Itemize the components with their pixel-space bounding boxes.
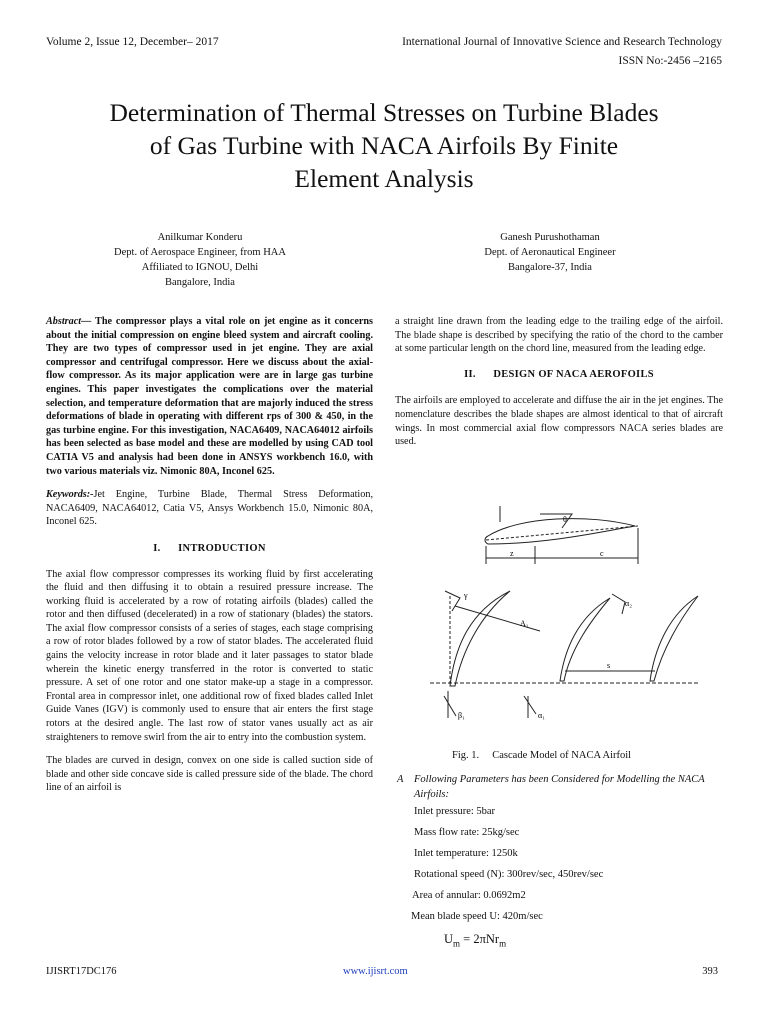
fig-label-z: z xyxy=(510,549,514,558)
fig-label-s: s xyxy=(607,661,611,670)
author-1-dept: Dept. of Aerospace Engineer, from HAA xyxy=(114,247,286,258)
right-column-text xyxy=(395,315,723,449)
fig-label-c: c xyxy=(600,549,604,558)
author-2-name: Ganesh Purushothaman xyxy=(500,232,600,243)
intro-paragraph-1: The axial flow compressor compresses its working fluid by first accelerating the fluid and then diffusing it to obtain a resuired pressure increase. The working fluid is accelerated by a row of rotating airfoils (blades) called the rotor and then diffused (decelerated) in a row of stationary (blades) the stators. The axial flow compressor consists of a series of stages, each stage comprising a row of rotor blades followed by a row of stator blades. The accelerated fluid gains the velocity increase in rotor blade and it later passages to stator blade wherein the kinetic energy transferred in the rotor is converted to static pressure. A set of one rotor and one stator make-up a stage in a compressor. Frontal area in compressor inlet, one additional row of fixed blades called Inlet Guide Vanes (IGV) is commonly used to ensure that air enters the first stage rotors at the desired angle. The last row of stator vanes usually act as air straighteners to remove swirl from the air to entry into the combustion system. xyxy=(46,568,373,743)
param-mean-blade-speed: Mean blade speed U: 420m/sec xyxy=(411,911,543,922)
design-heading: II. DESIGN OF NACA AEROFOILS xyxy=(464,368,654,380)
author-2-dept: Dept. of Aeronautical Engineer xyxy=(484,247,616,258)
abstract-label: Abstract— xyxy=(46,316,92,327)
fig-label-alpha2: α₂ xyxy=(625,599,632,608)
volume-issue: Volume 2, Issue 12, December– 2017 xyxy=(46,36,219,48)
abstract-text: The compressor plays a vital role on jet engine as it concerns about the initial compression on engine bleed system and aircraft cooling. They are two types of compressor used in jet engine. They are axial compressor and centrifugal compressor. Here we discuss about the axial-flow compressor. As its major application were are in large gas turbine engines. This paper investigates the complications over the material selection, and temperature deformation that are majorly induced the stress deformations of blade in operating with different rps of 300 & 450, in the gas turbine engine. For this investigation, NACA6409, NACA64012 airfoils has been selected as base model and these are modelled by using CAD tool CATIA V5 and analysis had been done in ANSYS workbench 16.0, with two various materials viz. Nimonic 80A, Inconel 625. xyxy=(46,316,373,477)
eq-mid: = 2πNr xyxy=(460,932,500,946)
author-1-block xyxy=(80,230,320,290)
author-2-block xyxy=(430,230,670,275)
keywords xyxy=(46,488,373,529)
fig-label-gamma: γ xyxy=(464,591,468,600)
figure-caption: Fig. 1. Cascade Model of NACA Airfoil xyxy=(452,750,632,761)
title-line-2: of Gas Turbine with NACA Airfoils By Finite xyxy=(149,131,619,160)
subheading-text: Following Parameters has been Considered for Modelling the NACA Airfoils: xyxy=(414,774,705,800)
param-annular-area: Area of annular: 0.0692m2 xyxy=(412,890,526,901)
title-line-3: Element Analysis xyxy=(294,164,474,193)
param-mass-flow-rate: Mass flow rate: 25kg/sec xyxy=(414,827,520,838)
airfoil-profile xyxy=(485,506,638,564)
author-1-city: Bangalore, India xyxy=(165,277,235,288)
parameters-list xyxy=(411,804,604,930)
param-rotational-speed: Rotational speed (N): 300rev/sec, 450rev/sec xyxy=(414,869,604,880)
equation-mean-blade-speed xyxy=(444,932,506,949)
keywords-text: Jet Engine, Turbine Blade, Thermal Stress Deformation, NACA6409, NACA64012, Catia V5, Ansys Workbench 15.0, Nimonic 80A, Inconel 625. xyxy=(46,489,373,528)
blade-cascade xyxy=(430,591,700,718)
eq-lhs: U xyxy=(444,932,454,946)
fig-label-a1: A₁ xyxy=(520,619,529,628)
eq-rhs-sub: m xyxy=(499,938,507,949)
subheading-letter: A xyxy=(397,774,404,785)
author-1-affiliation: Affiliated to IGNOU, Delhi xyxy=(141,262,259,273)
abstract xyxy=(46,315,373,478)
title-line-1: Determination of Thermal Stresses on Turbine Blades xyxy=(109,98,659,127)
author-2-city: Bangalore-37, India xyxy=(508,262,592,273)
left-column xyxy=(46,315,373,795)
issn: ISSN No:-2456 –2165 xyxy=(618,55,722,67)
intro-heading: I. INTRODUCTION xyxy=(153,542,266,554)
paper-id: IJISRT17DC176 xyxy=(46,966,117,977)
eq-lhs-sub: m xyxy=(453,938,461,949)
paper-title xyxy=(30,96,738,195)
fig-label-beta: β₁ xyxy=(458,711,465,720)
cascade-figure xyxy=(400,486,722,730)
journal-website-link[interactable]: www.ijisrt.com xyxy=(343,966,408,977)
fig-label-theta: θ xyxy=(563,515,567,524)
intro-paragraph-2: The blades are curved in design, convex on one side is called suction side of blade and other side concave side is called pressure side of the blade. The chord line of an airfoil is xyxy=(46,755,373,794)
keywords-label: Keywords:- xyxy=(46,489,94,501)
author-1-name: Anilkumar Konderu xyxy=(157,232,243,243)
fig-label-alpha: α₁ xyxy=(538,711,545,720)
page-number: 393 xyxy=(702,966,718,977)
param-inlet-temperature: Inlet temperature: 1250k xyxy=(414,848,518,859)
parameters-subheading xyxy=(397,772,723,802)
chord-line-continuation: a straight line drawn from the leading edge to the trailing edge of the airfoil. The blade shape is described by specifying the ratio of the chord to the camber at some particular length on the chord line, measured from the leading edge. xyxy=(395,316,723,355)
design-paragraph: The airfoils are employed to accelerate and diffuse the air in the jet engines. The nomenclature describes the blade shapes are almost identical to that of aircraft wings. In most commercial axial flow compressors NACA series blades are used. xyxy=(395,395,723,448)
journal-name: International Journal of Innovative Science and Research Technology xyxy=(402,36,722,48)
param-inlet-pressure: Inlet pressure: 5bar xyxy=(414,806,496,817)
